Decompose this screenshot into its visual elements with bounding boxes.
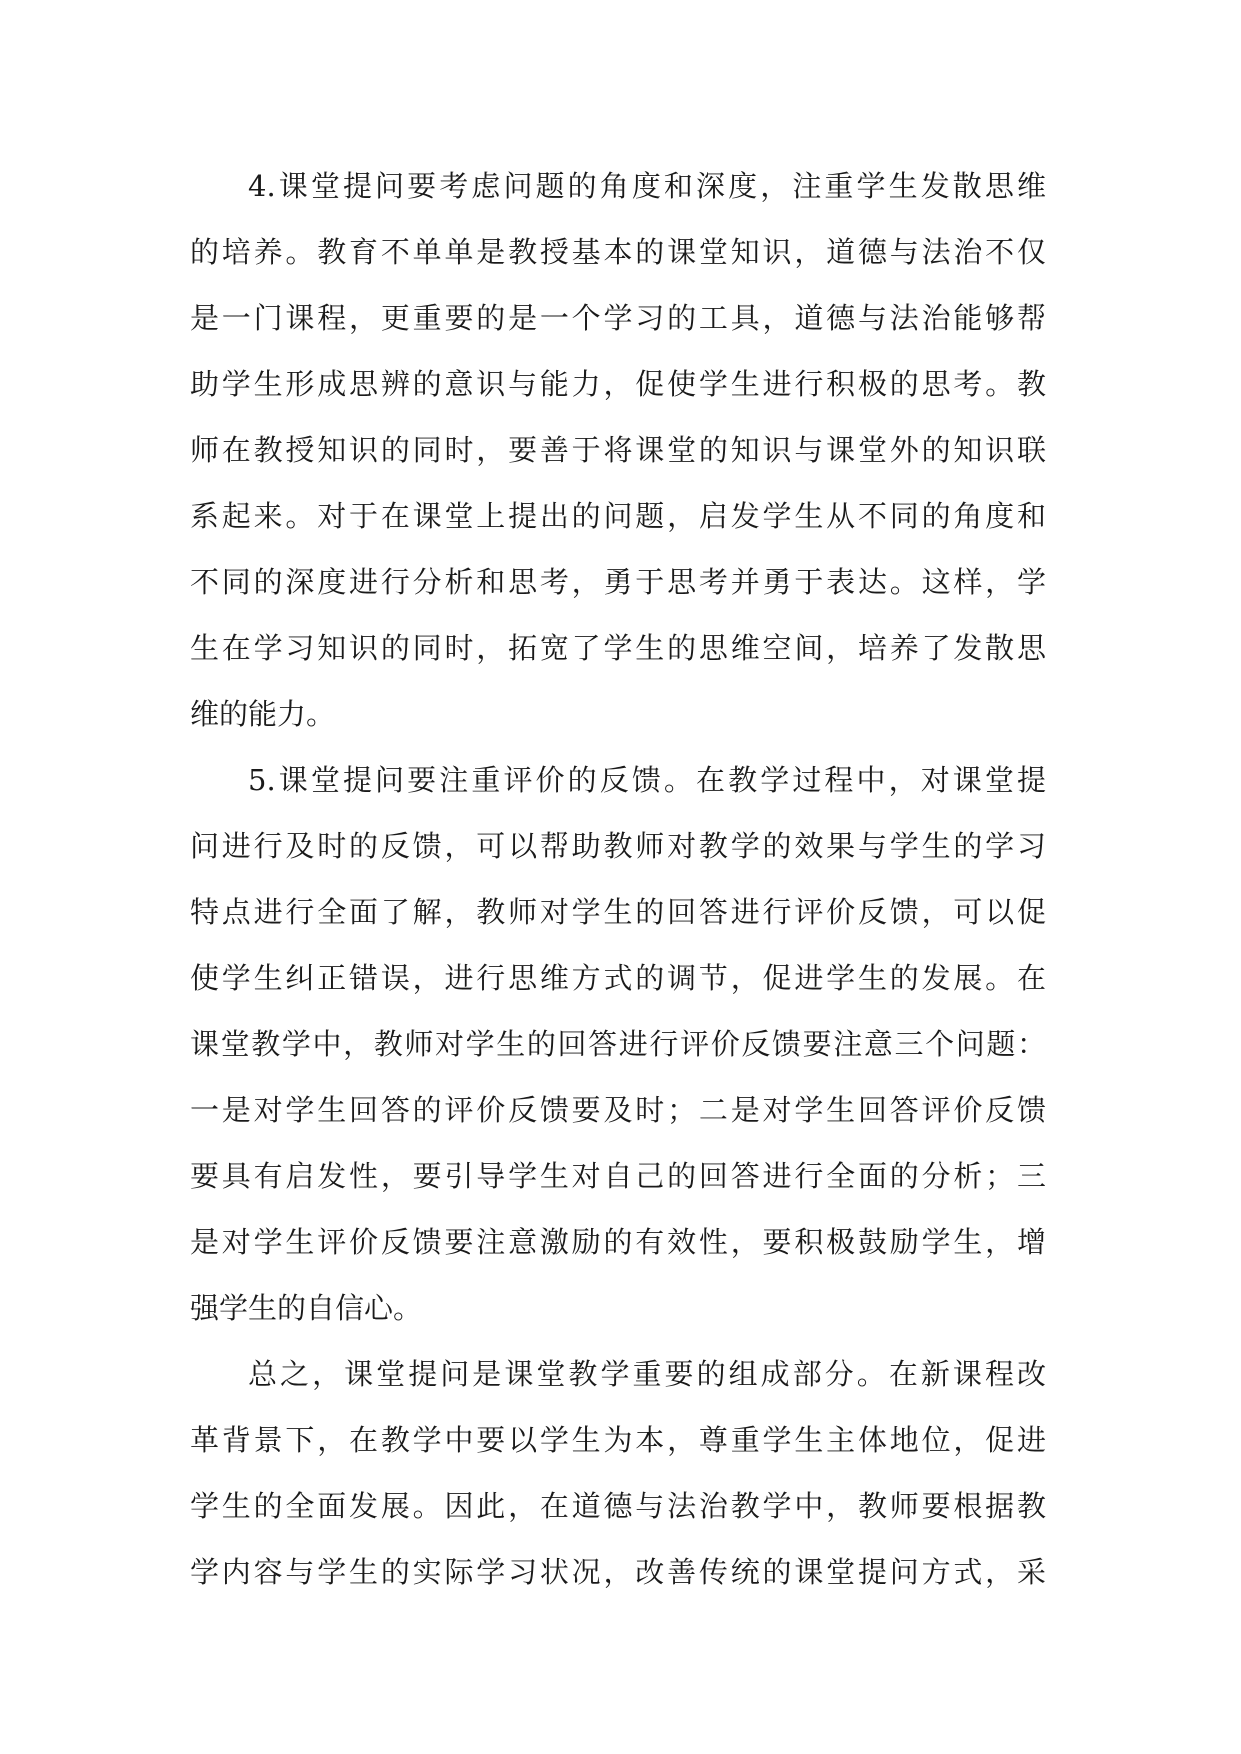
paragraph-conclusion <box>190 1341 1046 1605</box>
paragraph-line: 师在教授知识的同时，要善于将课堂的知识与课堂外的知识联 <box>190 433 1046 467</box>
paragraph-line: 维的能力。 <box>190 697 336 731</box>
paragraph-line: 是一门课程，更重要的是一个学习的工具，道德与法治能够帮 <box>190 301 1046 335</box>
paragraph-line: 的培养。教育不单单是教授基本的课堂知识，道德与法治不仅 <box>190 235 1046 269</box>
paragraph-line: 革背景下，在教学中要以学生为本，尊重学生主体地位，促进 <box>190 1423 1046 1457</box>
document-body <box>190 153 1046 1605</box>
paragraph-4 <box>190 153 1046 747</box>
paragraph-line: 总之，课堂提问是课堂教学重要的组成部分。在新课程改 <box>248 1357 1046 1391</box>
paragraph-line: 课堂教学中，教师对学生的回答进行评价反馈要注意三个问题： <box>190 1027 1046 1061</box>
paragraph-line: 使学生纠正错误，进行思维方式的调节，促进学生的发展。在 <box>190 961 1046 995</box>
paragraph-5 <box>190 747 1046 1341</box>
paragraph-line: 4.课堂提问要考虑问题的角度和深度，注重学生发散思维 <box>248 169 1046 203</box>
paragraph-line: 不同的深度进行分析和思考，勇于思考并勇于表达。这样，学 <box>190 565 1046 599</box>
paragraph-line: 强学生的自信心。 <box>190 1291 423 1325</box>
paragraph-line: 一是对学生回答的评价反馈要及时；二是对学生回答评价反馈 <box>190 1093 1046 1127</box>
paragraph-line: 学内容与学生的实际学习状况，改善传统的课堂提问方式，采 <box>190 1555 1046 1589</box>
paragraph-line: 要具有启发性，要引导学生对自己的回答进行全面的分析；三 <box>190 1159 1046 1193</box>
paragraph-line: 学生的全面发展。因此，在道德与法治教学中，教师要根据教 <box>190 1489 1046 1523</box>
paragraph-line: 特点进行全面了解，教师对学生的回答进行评价反馈，可以促 <box>190 895 1046 929</box>
paragraph-line: 问进行及时的反馈，可以帮助教师对教学的效果与学生的学习 <box>190 829 1046 863</box>
paragraph-line: 助学生形成思辨的意识与能力，促使学生进行积极的思考。教 <box>190 367 1046 401</box>
paragraph-line: 5.课堂提问要注重评价的反馈。在教学过程中，对课堂提 <box>248 763 1046 797</box>
paragraph-line: 系起来。对于在课堂上提出的问题，启发学生从不同的角度和 <box>190 499 1046 533</box>
paragraph-line: 生在学习知识的同时，拓宽了学生的思维空间，培养了发散思 <box>190 631 1046 665</box>
paragraph-line: 是对学生评价反馈要注意激励的有效性，要积极鼓励学生，增 <box>190 1225 1046 1259</box>
